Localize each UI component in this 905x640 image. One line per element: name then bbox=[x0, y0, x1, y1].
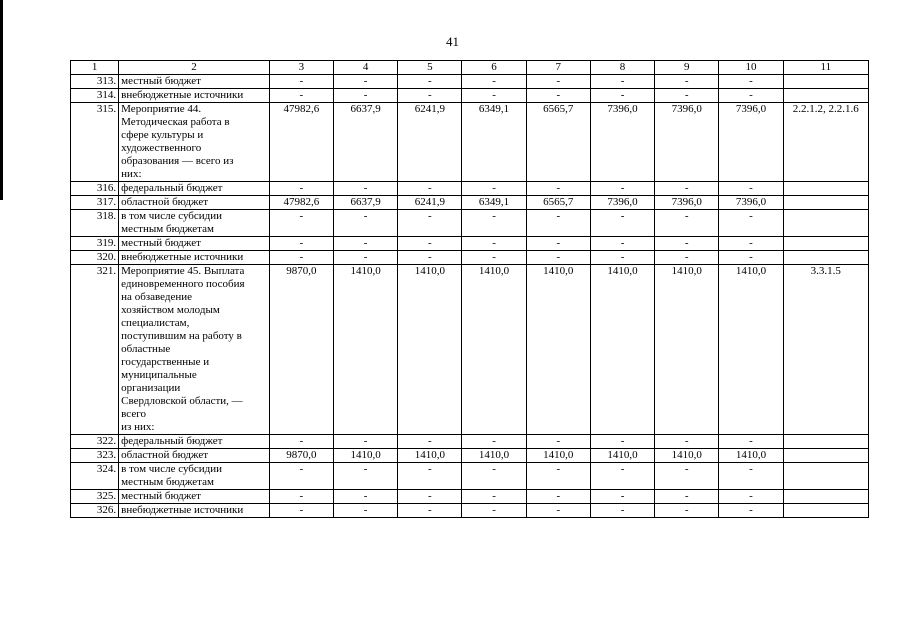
value-cell: 47982,6 bbox=[269, 196, 333, 210]
table-row bbox=[71, 435, 869, 449]
value-cell: - bbox=[719, 251, 783, 265]
target-code bbox=[783, 463, 868, 490]
target-code bbox=[783, 89, 868, 103]
row-number: 323. bbox=[71, 449, 119, 463]
value-cell: 7396,0 bbox=[590, 103, 654, 182]
target-code bbox=[783, 251, 868, 265]
value-cell: 7396,0 bbox=[590, 196, 654, 210]
table-row bbox=[71, 196, 869, 210]
value-cell: - bbox=[590, 182, 654, 196]
value-cell: 1410,0 bbox=[590, 449, 654, 463]
value-cell: 1410,0 bbox=[526, 265, 590, 435]
row-number: 325. bbox=[71, 490, 119, 504]
header-cell: 6 bbox=[462, 61, 526, 75]
value-cell: - bbox=[269, 435, 333, 449]
row-number: 313. bbox=[71, 75, 119, 89]
row-name: Мероприятие 45. Выплата единовременного пособия на обзаведение хозяйством молодым специалистам, поступившим на работу в областные государственные и муниципальные организации Свердловской области, — всего из них: bbox=[119, 265, 270, 435]
value-cell: - bbox=[462, 490, 526, 504]
value-cell: - bbox=[526, 89, 590, 103]
value-cell: - bbox=[590, 435, 654, 449]
value-cell: 6565,7 bbox=[526, 103, 590, 182]
value-cell: - bbox=[719, 75, 783, 89]
header-cell: 4 bbox=[333, 61, 397, 75]
value-cell: - bbox=[462, 182, 526, 196]
row-name: федеральный бюджет bbox=[119, 182, 270, 196]
value-cell: 1410,0 bbox=[655, 265, 719, 435]
row-number: 320. bbox=[71, 251, 119, 265]
value-cell: - bbox=[398, 504, 462, 518]
row-name: местный бюджет bbox=[119, 237, 270, 251]
value-cell: - bbox=[655, 237, 719, 251]
value-cell: - bbox=[333, 89, 397, 103]
row-number: 314. bbox=[71, 89, 119, 103]
target-code: 2.2.1.2, 2.2.1.6 bbox=[783, 103, 868, 182]
value-cell: - bbox=[526, 251, 590, 265]
value-cell: - bbox=[398, 75, 462, 89]
value-cell: 7396,0 bbox=[655, 103, 719, 182]
value-cell: - bbox=[719, 210, 783, 237]
value-cell: 1410,0 bbox=[526, 449, 590, 463]
value-cell: 1410,0 bbox=[333, 449, 397, 463]
budget-table bbox=[70, 60, 869, 518]
row-name: внебюджетные источники bbox=[119, 504, 270, 518]
value-cell: - bbox=[269, 251, 333, 265]
value-cell: - bbox=[462, 237, 526, 251]
table-row bbox=[71, 182, 869, 196]
target-code bbox=[783, 75, 868, 89]
table-row bbox=[71, 251, 869, 265]
target-code bbox=[783, 449, 868, 463]
value-cell: 9870,0 bbox=[269, 449, 333, 463]
value-cell: - bbox=[269, 89, 333, 103]
table-row bbox=[71, 490, 869, 504]
value-cell: - bbox=[719, 237, 783, 251]
value-cell: - bbox=[462, 210, 526, 237]
value-cell: - bbox=[462, 251, 526, 265]
row-name: Мероприятие 44. Методическая работа в сфере культуры и художественного образования — всего из них: bbox=[119, 103, 270, 182]
value-cell: 9870,0 bbox=[269, 265, 333, 435]
value-cell: - bbox=[398, 490, 462, 504]
header-cell: 3 bbox=[269, 61, 333, 75]
value-cell: - bbox=[462, 463, 526, 490]
value-cell: - bbox=[719, 89, 783, 103]
value-cell: - bbox=[398, 463, 462, 490]
value-cell: - bbox=[590, 504, 654, 518]
row-number: 321. bbox=[71, 265, 119, 435]
page-edge-line bbox=[0, 0, 3, 200]
row-name: местный бюджет bbox=[119, 490, 270, 504]
value-cell: - bbox=[398, 210, 462, 237]
value-cell: - bbox=[398, 251, 462, 265]
value-cell: - bbox=[655, 210, 719, 237]
table-body bbox=[71, 75, 869, 518]
header-cell: 7 bbox=[526, 61, 590, 75]
value-cell: - bbox=[526, 182, 590, 196]
value-cell: - bbox=[333, 251, 397, 265]
header-cell: 11 bbox=[783, 61, 868, 75]
value-cell: - bbox=[655, 504, 719, 518]
header-cell: 2 bbox=[119, 61, 270, 75]
value-cell: - bbox=[526, 210, 590, 237]
value-cell: - bbox=[526, 435, 590, 449]
value-cell: - bbox=[269, 504, 333, 518]
value-cell: - bbox=[590, 463, 654, 490]
value-cell: - bbox=[462, 75, 526, 89]
value-cell: - bbox=[398, 237, 462, 251]
table-row bbox=[71, 103, 869, 182]
value-cell: 6637,9 bbox=[333, 196, 397, 210]
row-number: 316. bbox=[71, 182, 119, 196]
table-row bbox=[71, 89, 869, 103]
value-cell: - bbox=[590, 89, 654, 103]
table-row bbox=[71, 504, 869, 518]
value-cell: - bbox=[719, 490, 783, 504]
value-cell: 1410,0 bbox=[398, 265, 462, 435]
page-number: 41 bbox=[446, 34, 459, 49]
header-cell: 1 bbox=[71, 61, 119, 75]
row-name: в том числе субсидии местным бюджетам bbox=[119, 463, 270, 490]
value-cell: - bbox=[590, 251, 654, 265]
value-cell: - bbox=[655, 435, 719, 449]
row-name: внебюджетные источники bbox=[119, 251, 270, 265]
value-cell: - bbox=[655, 75, 719, 89]
table-row bbox=[71, 75, 869, 89]
target-code bbox=[783, 237, 868, 251]
value-cell: - bbox=[462, 435, 526, 449]
value-cell: 7396,0 bbox=[719, 196, 783, 210]
row-name: внебюджетные источники bbox=[119, 89, 270, 103]
target-code bbox=[783, 182, 868, 196]
value-cell: - bbox=[398, 89, 462, 103]
value-cell: - bbox=[333, 435, 397, 449]
table-row bbox=[71, 237, 869, 251]
value-cell: 47982,6 bbox=[269, 103, 333, 182]
value-cell: - bbox=[269, 210, 333, 237]
header-cell: 9 bbox=[655, 61, 719, 75]
row-number: 318. bbox=[71, 210, 119, 237]
row-name: местный бюджет bbox=[119, 75, 270, 89]
table-row bbox=[71, 449, 869, 463]
value-cell: 6241,9 bbox=[398, 103, 462, 182]
table-row bbox=[71, 463, 869, 490]
table-row bbox=[71, 265, 869, 435]
value-cell: - bbox=[590, 210, 654, 237]
value-cell: - bbox=[398, 182, 462, 196]
value-cell: - bbox=[398, 435, 462, 449]
value-cell: 7396,0 bbox=[719, 103, 783, 182]
value-cell: - bbox=[333, 75, 397, 89]
value-cell: 1410,0 bbox=[655, 449, 719, 463]
value-cell: - bbox=[333, 463, 397, 490]
value-cell: 6349,1 bbox=[462, 103, 526, 182]
value-cell: - bbox=[462, 504, 526, 518]
value-cell: 1410,0 bbox=[398, 449, 462, 463]
value-cell: - bbox=[269, 490, 333, 504]
value-cell: - bbox=[526, 463, 590, 490]
row-number: 322. bbox=[71, 435, 119, 449]
value-cell: 1410,0 bbox=[333, 265, 397, 435]
value-cell: 1410,0 bbox=[719, 449, 783, 463]
value-cell: - bbox=[333, 182, 397, 196]
value-cell: - bbox=[269, 75, 333, 89]
value-cell: - bbox=[719, 463, 783, 490]
row-number: 317. bbox=[71, 196, 119, 210]
value-cell: 1410,0 bbox=[590, 265, 654, 435]
value-cell: 6349,1 bbox=[462, 196, 526, 210]
row-name: в том числе субсидии местным бюджетам bbox=[119, 210, 270, 237]
target-code bbox=[783, 196, 868, 210]
value-cell: 6241,9 bbox=[398, 196, 462, 210]
value-cell: - bbox=[333, 504, 397, 518]
value-cell: - bbox=[719, 435, 783, 449]
value-cell: - bbox=[269, 182, 333, 196]
value-cell: - bbox=[590, 237, 654, 251]
value-cell: - bbox=[526, 237, 590, 251]
row-name: федеральный бюджет bbox=[119, 435, 270, 449]
row-name: областной бюджет bbox=[119, 449, 270, 463]
target-code: 3.3.1.5 bbox=[783, 265, 868, 435]
value-cell: 6637,9 bbox=[333, 103, 397, 182]
value-cell: - bbox=[655, 89, 719, 103]
value-cell: 1410,0 bbox=[719, 265, 783, 435]
value-cell: 1410,0 bbox=[462, 265, 526, 435]
value-cell: - bbox=[526, 490, 590, 504]
row-number: 326. bbox=[71, 504, 119, 518]
header-cell: 8 bbox=[590, 61, 654, 75]
table-row bbox=[71, 210, 869, 237]
value-cell: - bbox=[526, 504, 590, 518]
header-cell: 5 bbox=[398, 61, 462, 75]
value-cell: 6565,7 bbox=[526, 196, 590, 210]
value-cell: - bbox=[719, 182, 783, 196]
target-code bbox=[783, 210, 868, 237]
target-code bbox=[783, 490, 868, 504]
header-cell: 10 bbox=[719, 61, 783, 75]
value-cell: - bbox=[655, 490, 719, 504]
value-cell: - bbox=[269, 237, 333, 251]
value-cell: - bbox=[590, 490, 654, 504]
value-cell: - bbox=[590, 75, 654, 89]
value-cell: - bbox=[333, 210, 397, 237]
value-cell: 1410,0 bbox=[462, 449, 526, 463]
row-number: 315. bbox=[71, 103, 119, 182]
value-cell: - bbox=[269, 463, 333, 490]
row-name: областной бюджет bbox=[119, 196, 270, 210]
value-cell: - bbox=[526, 75, 590, 89]
row-number: 324. bbox=[71, 463, 119, 490]
value-cell: - bbox=[333, 490, 397, 504]
value-cell: - bbox=[462, 89, 526, 103]
value-cell: 7396,0 bbox=[655, 196, 719, 210]
target-code bbox=[783, 435, 868, 449]
value-cell: - bbox=[655, 182, 719, 196]
target-code bbox=[783, 504, 868, 518]
header-row bbox=[71, 61, 869, 75]
value-cell: - bbox=[333, 237, 397, 251]
value-cell: - bbox=[655, 251, 719, 265]
row-number: 319. bbox=[71, 237, 119, 251]
value-cell: - bbox=[719, 504, 783, 518]
value-cell: - bbox=[655, 463, 719, 490]
